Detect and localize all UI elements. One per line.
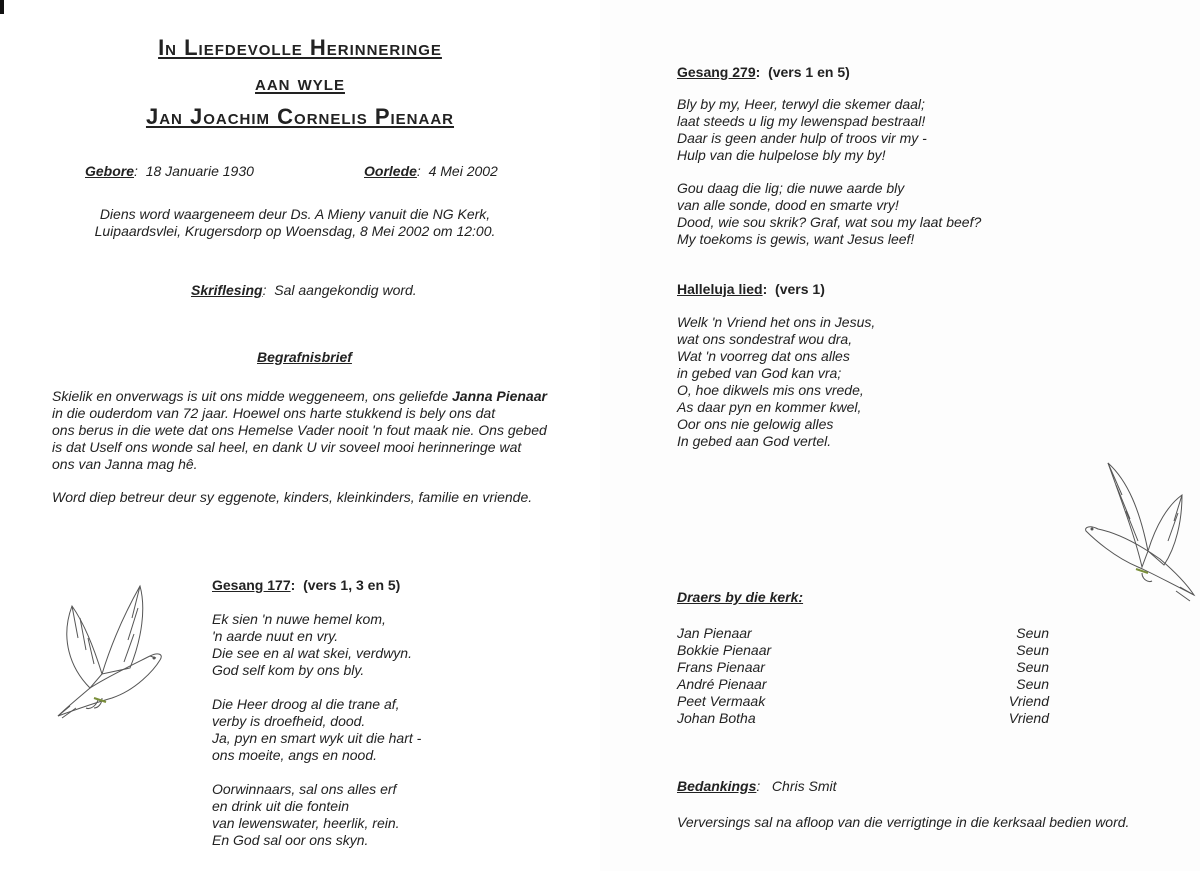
dove-right-icon (1078, 455, 1198, 610)
halleluja-line: in gebed van God kan vra; (677, 365, 842, 381)
halleluja-text (677, 314, 875, 450)
hymn-177-line: en drink uit die fontein (212, 798, 349, 814)
letter-line1: Skielik en onverwags is uit ons midde weggeneem, ons geliefde (52, 388, 453, 404)
bearer-name: Peet Vermaak (677, 693, 766, 709)
halleluja-line: O, hoe dikwels mis ons vrede, (677, 382, 864, 398)
halleluja-line: Welk 'n Vriend het ons in Jesus, (677, 314, 876, 330)
hymn-177-label: Gesang 177 (212, 577, 291, 593)
hymn-279-line: Gou daag die lig; die nuwe aarde bly (677, 180, 905, 196)
born-value: 18 Januarie 1930 (145, 163, 254, 179)
halleluja-line: As daar pyn en kommer kwel, (677, 399, 862, 415)
hymn-177-heading: Gesang 177: (vers 1, 3 en 5) (212, 577, 401, 593)
born-label: Gebore (85, 163, 135, 179)
hymn-177-blank (212, 679, 421, 696)
bearer-relation: Vriend (1008, 693, 1049, 709)
hymn-177-line: van lewenswater, heerlik, rein. (212, 815, 400, 831)
hymn-177-line: Oorwinnaars, sal ons alles erf (212, 781, 397, 797)
hymn-177-line: verby is droefheid, dood. (212, 713, 366, 729)
scripture-reading: Skriflesing: Sal aangekondig word. (191, 282, 417, 298)
halleluja-line: Oor ons nie gelowig alles (677, 416, 834, 432)
died-label: Oorlede (364, 163, 417, 179)
funeral-letter-body (52, 388, 547, 473)
bearer-name: André Pienaar (677, 676, 767, 692)
halleluja-line: Wat 'n voorreg dat ons alles (677, 348, 850, 364)
bearer-relation: Seun (1016, 642, 1049, 658)
thanks-line: Bedankings: Chris Smit (677, 778, 837, 794)
dove-left-icon (50, 578, 170, 728)
hymn-279-line: My toekoms is gewis, want Jesus leef! (677, 231, 915, 247)
funeral-letter-title: Begrafnisbrief (257, 349, 352, 365)
hymn-177-blank (212, 764, 421, 781)
death-date: Oorlede: 4 Mei 2002 (364, 163, 498, 179)
hymn-279-line: van alle sonde, dood en smarte vry! (677, 197, 899, 213)
birth-date: Gebore: 18 Januarie 1930 (85, 163, 254, 179)
hymn-177-line: God self kom by ons bly. (212, 662, 365, 678)
hymn-279-blank (677, 164, 981, 180)
hymn-279-line: laat steeds u lig my lewenspad bestraal! (677, 113, 926, 129)
halleluja-verses: (vers 1) (775, 281, 825, 297)
halleluja-label: Halleluja lied (677, 281, 763, 297)
letter-line3: ons berus in die wete dat ons Hemelse Vader nooit 'n fout maak nie. Ons gebed (52, 422, 547, 438)
bearer-name: Johan Botha (677, 710, 756, 726)
service-line1: Diens word waargeneem deur Ds. A Mieny vanuit die NG Kerk, (99, 206, 491, 222)
hymn-177-line: ons moeite, angs en nood. (212, 747, 378, 763)
hymn-177-line: Ek sien 'n nuwe hemel kom, (212, 611, 386, 627)
bearer-name: Frans Pienaar (677, 659, 765, 675)
bearer-relation: Vriend (1008, 710, 1049, 726)
memorial-heading-line1: In Liefdevolle Herinneringe (158, 35, 442, 60)
scripture-label: Skriflesing (191, 282, 263, 298)
hymn-177-verses: (vers 1, 3 en 5) (303, 577, 401, 593)
refreshments-notice: Verversings sal na afloop van die verrigtinge in die kerksaal bedien word. (677, 814, 1130, 830)
hymn-279-verses: (vers 1 en 5) (768, 64, 850, 80)
hymn-177-text (212, 611, 421, 849)
halleluja-heading: Halleluja lied: (vers 1) (677, 281, 825, 297)
letter-line2: in die ouderdom van 72 jaar. Hoewel ons harte stukkend is bely ons dat (52, 405, 496, 421)
thanks-label: Bedankings (677, 778, 757, 794)
hymn-279-text (677, 96, 981, 248)
bearer-name: Bokkie Pienaar (677, 642, 772, 658)
right-page (600, 0, 1200, 871)
hymn-279-line: Bly by my, Heer, terwyl die skemer daal; (677, 96, 925, 112)
halleluja-line: wat ons sondestraf wou dra, (677, 331, 853, 347)
hymn-279-line: Hulp van die hulpelose bly my by! (677, 147, 886, 163)
bearer-name: Jan Pienaar (677, 625, 752, 641)
hymn-279-line: Dood, wie sou skrik? Graf, wat sou my laat beef? (677, 214, 982, 230)
bearer-relation: Seun (1016, 676, 1049, 692)
thanks-value: Chris Smit (771, 778, 837, 794)
memorial-heading-line2: aan wyle (255, 70, 345, 95)
died-value: 4 Mei 2002 (428, 163, 498, 179)
hymn-279-heading: Gesang 279: (vers 1 en 5) (677, 64, 850, 80)
hymn-177-line: Die see en al wat skei, verdwyn. (212, 645, 412, 661)
hymn-279-label: Gesang 279 (677, 64, 756, 80)
hymn-177-line: 'n aarde nuut en vry. (212, 628, 339, 644)
letter-line4: is dat Uself ons wonde sal heel, en dank U vir soveel mooi herinneringe wat (52, 439, 522, 455)
hymn-177-line: Die Heer droog al die trane af, (212, 696, 400, 712)
hymn-279-line: Daar is geen ander hulp of troos vir my - (677, 130, 927, 146)
letter-name: Janna Pienaar (452, 388, 547, 404)
halleluja-line: In gebed aan God vertel. (677, 433, 832, 449)
bearer-relation: Seun (1016, 659, 1049, 675)
letter-line5: ons van Janna mag hê. (52, 456, 198, 472)
scripture-value: Sal aangekondig word. (274, 282, 417, 298)
hymn-177-line: Ja, pyn en smart wyk uit die hart - (212, 730, 422, 746)
scan-edge-mark (0, 0, 4, 14)
service-line2: Luipaardsvlei, Krugersdorp op Woensdag, 8 Mei 2002 om 12:00. (94, 223, 496, 239)
bearers-label: Draers by die kerk: (677, 589, 804, 605)
bearer-relation: Seun (1016, 625, 1049, 641)
mourned-by: Word diep betreur deur sy eggenote, kinders, kleinkinders, familie en vriende. (52, 489, 533, 505)
deceased-name: Jan Joachim Cornelis Pienaar (145, 104, 455, 129)
hymn-177-line: En God sal oor ons skyn. (212, 832, 369, 848)
